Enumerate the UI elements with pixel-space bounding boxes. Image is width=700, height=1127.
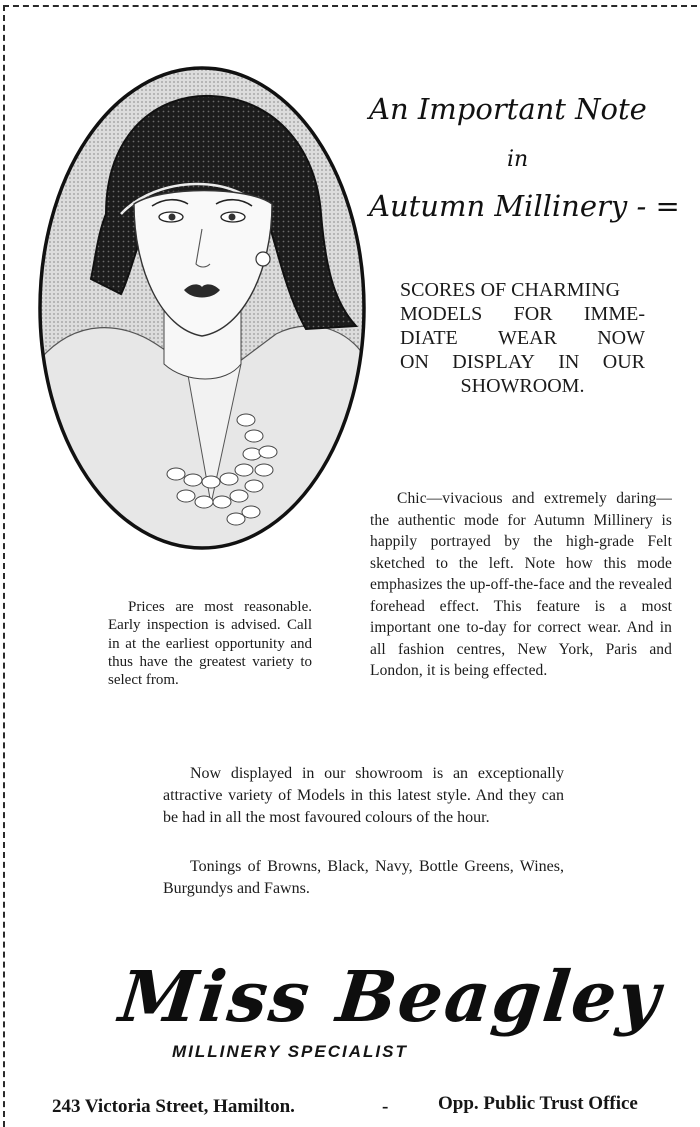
hat-model-illustration bbox=[36, 64, 368, 552]
showroom-paragraph: Now displayed in our showroom is an exceptionally attractive variety of Models in this latest style. And they can be had in all the most favoured colours of the hour. bbox=[163, 765, 564, 826]
subhead-line-4 bbox=[400, 350, 645, 374]
subhead-line-1: SCORES OF CHARMING bbox=[400, 279, 621, 301]
subhead-word: DISPLAY bbox=[452, 351, 535, 373]
description-paragraph: Chic—vivacious and extremely daring—the authentic mode for Autumn Millinery is happily portrayed by the high-grade Felt sketched to the left. Note how this mode emphasizes the up-off-the-face and the revealed forehead effect. This feature is a most important one to-day for correct wear. And in all fashion centres, New York, Paris and London, it is being effected. bbox=[370, 490, 672, 679]
headline-line-1: An Important Note bbox=[369, 92, 647, 126]
brand-subtitle: MILLINERY SPECIALIST bbox=[172, 1042, 408, 1061]
headline-line-2: in bbox=[507, 147, 529, 172]
brand-logo bbox=[115, 955, 666, 1065]
subheading bbox=[400, 278, 645, 398]
headline-line-3: Autumn Millinery - = bbox=[369, 189, 680, 223]
prices-paragraph: Prices are most reasonable. Early inspection is advised. Call in at the earliest opportunity and thus have the greatest variety to select from. bbox=[108, 599, 312, 689]
subhead-word: NOW bbox=[597, 327, 645, 349]
footer-location: Opp. Public Trust Office bbox=[438, 1093, 638, 1114]
subhead-word: WEAR bbox=[498, 327, 557, 349]
footer-address: 243 Victoria Street, Hamilton. bbox=[52, 1096, 295, 1117]
subhead-line-3 bbox=[400, 326, 645, 350]
colours-paragraph: Tonings of Browns, Black, Navy, Bottle Greens, Wines, Burgundys and Fawns. bbox=[163, 858, 564, 897]
brand-name: Miss Beagley bbox=[115, 955, 666, 1038]
footer-separator: - bbox=[382, 1096, 389, 1117]
subhead-word: MODELS bbox=[400, 303, 483, 325]
subhead-word: OUR bbox=[602, 351, 645, 373]
subhead-word: DIATE bbox=[400, 327, 458, 349]
subhead-word: IMME- bbox=[583, 303, 645, 325]
subhead-line-5: SHOWROOM. bbox=[460, 375, 585, 397]
subhead-word: ON bbox=[400, 351, 429, 373]
subhead-word: FOR bbox=[513, 303, 553, 325]
subhead-line-2 bbox=[400, 302, 645, 326]
subhead-word: IN bbox=[558, 351, 580, 373]
